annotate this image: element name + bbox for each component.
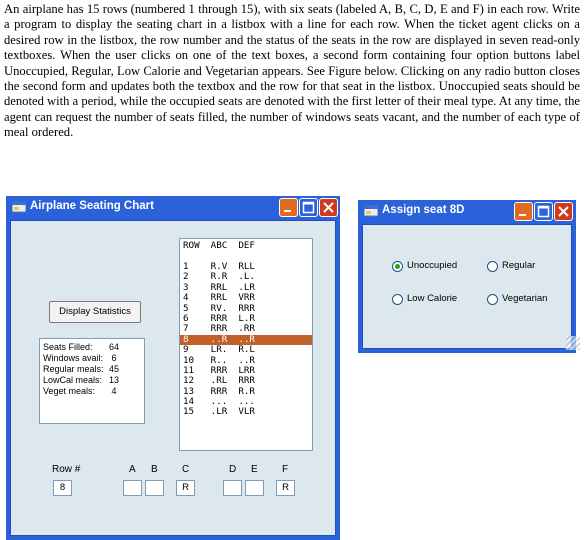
listbox-item[interactable]: 14 ... ... [183, 396, 255, 408]
option-label[interactable]: Regular [502, 260, 536, 271]
assign-seat-titlebar[interactable] [358, 200, 576, 224]
seating-chart-client [10, 220, 336, 536]
stat-value: 13 [108, 375, 119, 385]
seating-chart-window [6, 196, 340, 540]
stat-label: Veget meals: [43, 386, 96, 396]
radio-regular[interactable] [487, 261, 498, 272]
listbox-item[interactable]: 8 ..R ..R [180, 335, 312, 345]
listbox-item[interactable]: 7 RRR .RR [183, 323, 255, 335]
stat-value: 64 [108, 342, 119, 352]
seating-chart-titlebar[interactable] [6, 196, 340, 220]
row-number-textbox[interactable]: 8 [53, 480, 72, 496]
problem-text: An airplane has 15 rows (numbered 1 through 15), with six seats (labeled A, B, C, D, E and F) in each row. Write a program to display the seating chart in a listbox with a line for each row. When the ticket agent clicks on a desired row in the listbox, the row number and the status of the seats in the row are displayed in seven read-only textboxes. When the user clicks on one of the text boxes, a second form containing four option buttons label Unoccupied, Regular, Low Calorie and Vegetarian appears. See Figure below. Clicking on any radio button closes the second form and updates both the textbox and the row for that seat in the listbox. Unoccupied seats should be denoted with a period, while the occupied seats are denoted with the first letter of their meal type. At any time, the agent can request the number of seats filled, the number of windows seats vacant, and the number of each type of meal ordered. [4, 2, 580, 140]
stat-value: 45 [108, 364, 119, 374]
radio-vegetarian[interactable] [487, 294, 498, 305]
minimize-icon [280, 199, 297, 216]
listbox-item[interactable]: 15 .LR VLR [183, 406, 255, 418]
seat-label-f: F [282, 464, 289, 475]
stat-label: Regular meals: [43, 364, 104, 374]
radio-low-calorie[interactable] [392, 294, 403, 305]
display-statistics-button[interactable]: Display Statistics [49, 301, 141, 323]
listbox-item[interactable]: 11 RRR LRR [183, 364, 255, 376]
stat-value: 4 [111, 386, 117, 396]
close-icon [555, 203, 572, 220]
seat-textbox-e[interactable] [245, 480, 264, 496]
seat-textbox-d[interactable] [223, 480, 242, 496]
listbox-header: ROW ABC DEF [183, 240, 255, 251]
listbox-item[interactable]: 10 R.. ..R [183, 354, 255, 366]
listbox-item[interactable]: 9 LR. R.L [183, 344, 255, 356]
listbox-item[interactable]: 1 R.V RLL [183, 261, 255, 272]
listbox-item[interactable]: 3 RRL .LR [183, 281, 255, 293]
maximize-button[interactable] [299, 198, 318, 217]
maximize-icon [300, 199, 317, 216]
app-icon [12, 201, 26, 213]
seating-listbox[interactable] [179, 238, 313, 451]
maximize-button[interactable] [534, 202, 553, 221]
seat-textbox-a[interactable] [123, 480, 142, 496]
seat-textbox-f[interactable]: R [276, 480, 295, 496]
close-button[interactable] [554, 202, 573, 221]
assign-seat-client [362, 224, 572, 349]
option-label[interactable]: Unoccupied [407, 260, 458, 271]
maximize-icon [535, 203, 552, 220]
close-button[interactable] [319, 198, 338, 217]
listbox-item[interactable]: 5 RV. RRR [183, 302, 255, 314]
seat-label-b: B [151, 464, 158, 475]
app-icon [364, 205, 378, 217]
window-title: Assign seat 8D [382, 204, 465, 216]
option-label[interactable]: Low Calorie [407, 293, 458, 304]
seat-label-c: C [182, 464, 190, 475]
seat-textbox-b[interactable] [145, 480, 164, 496]
stat-label: Seats Filled: [43, 342, 93, 352]
assign-seat-window [358, 200, 576, 353]
listbox-item[interactable]: 4 RRL VRR [183, 292, 255, 304]
stat-value: 6 [111, 353, 117, 363]
minimize-button[interactable] [514, 202, 533, 221]
seat-label-a: A [129, 464, 136, 475]
seat-label-e: E [251, 464, 258, 475]
listbox-rows [180, 262, 312, 418]
seat-label-d: D [229, 464, 237, 475]
resize-grip[interactable] [566, 336, 580, 350]
listbox-item[interactable]: 2 R.R .L. [183, 271, 255, 283]
listbox-item[interactable]: 13 RRR R.R [183, 385, 255, 397]
stat-label: Windows avail: [43, 353, 104, 363]
radio-unoccupied[interactable] [392, 261, 403, 272]
listbox-item[interactable]: 12 .RL RRR [183, 375, 255, 387]
close-icon [320, 199, 337, 216]
row-number-label: Row # [52, 464, 81, 475]
window-title: Airplane Seating Chart [30, 200, 154, 212]
statistics-box [39, 338, 145, 424]
minimize-button[interactable] [279, 198, 298, 217]
option-label[interactable]: Vegetarian [502, 293, 548, 304]
listbox-item[interactable]: 6 RRR L.R [183, 312, 255, 324]
seat-textbox-c[interactable]: R [176, 480, 195, 496]
minimize-icon [515, 203, 532, 220]
stat-label: LowCal meals: [43, 375, 103, 385]
radio-selected-dot [395, 264, 400, 269]
